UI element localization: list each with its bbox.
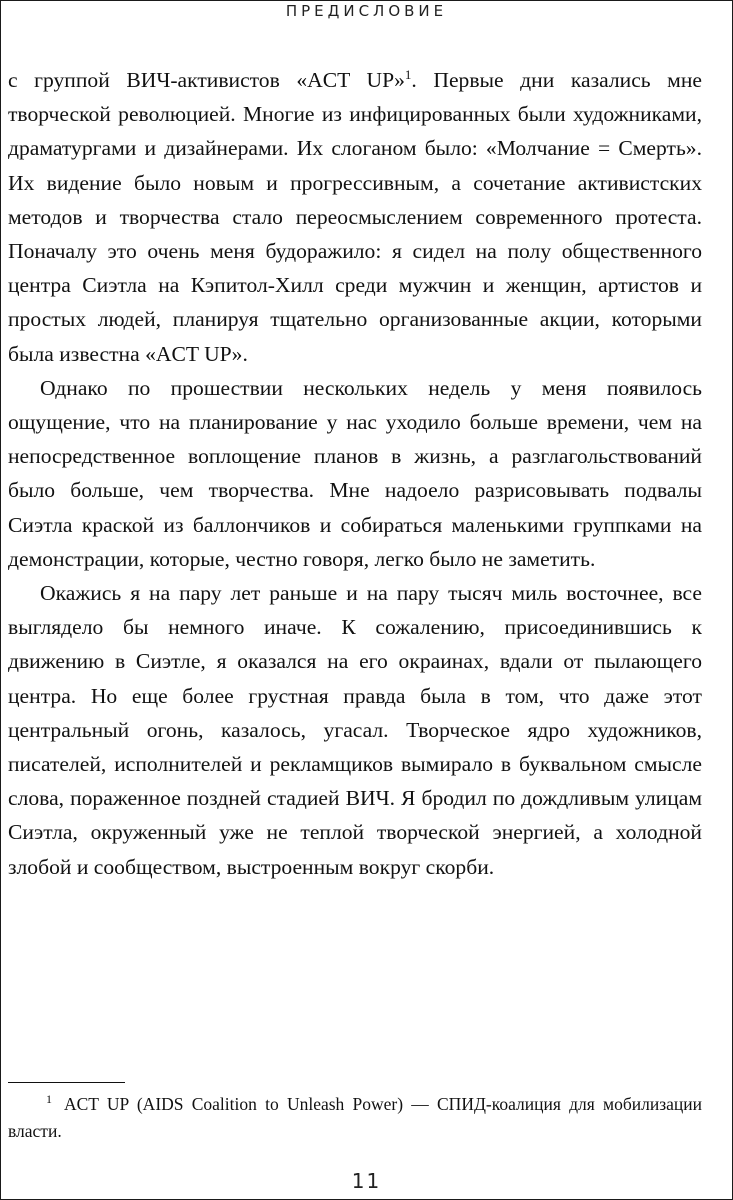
footnote-reference[interactable]: 1	[404, 66, 412, 82]
main-text	[8, 63, 702, 884]
paragraph-1-rest: . Первые дни казались мне творческой революцией. Многие из инфицированных были художниками, драматургами и дизайнерами. Их слоганом было: «Молчание = Смерть». Их видение было новым и прогрессивным, а сочетание активистских методов и творчества стало переосмыслением современного протеста. Поначалу это очень меня будоражило: я сидел на полу общественного центра Сиэтла на Кэпитол-Хилл среди мужчин и женщин, артистов и простых людей, планируя тщательно организованные акции, которыми была известна «ACT UP».	[8, 68, 702, 366]
footnote-rule	[8, 1082, 125, 1083]
paragraph-3: Окажись я на пару лет раньше и на пару тысяч миль восточнее, все выглядело бы немного иначе. К сожалению, присоединившись к движению в Сиэтле, я оказался на его окраинах, вдали от пылающего центра. Но еще более грустная правда была в том, что даже этот центральный огонь, казалось, угасал. Творческое ядро художников, писателей, исполнителей и рекламщиков вымирало в буквальном смысле слова, пораженное поздней стадией ВИЧ. Я бродил по дождливым улицам Сиэтла, окруженный уже не теплой творческой энергией, а холодной злобой и сообществом, выстроенным вокруг скорби.	[8, 581, 702, 879]
paragraph-1	[8, 63, 702, 371]
footnote-text: ACT UP (AIDS Coalition to Unleash Power) — СПИД-коалиция для мобилизации власти.	[8, 1094, 702, 1141]
footnote-marker: 1	[46, 1092, 52, 1107]
page-number: 11	[351, 1169, 382, 1193]
running-header: ПРЕДИСЛОВИЕ	[285, 2, 448, 20]
paragraph-1-start: с группой ВИЧ-активистов «ACT UP»	[8, 68, 405, 92]
footnote	[8, 1091, 702, 1145]
paragraph-2: Однако по прошествии нескольких недель у меня появилось ощущение, что на планирование у нас уходило больше времени, чем на непосредственное воплощение планов в жизнь, а разглагольствований было больше, чем творчества. Мне надоело разрисовывать подвалы Сиэтла краской из баллончиков и собираться маленькими группками на демонстрации, которые, честно говоря, легко было не заметить.	[8, 375, 702, 571]
